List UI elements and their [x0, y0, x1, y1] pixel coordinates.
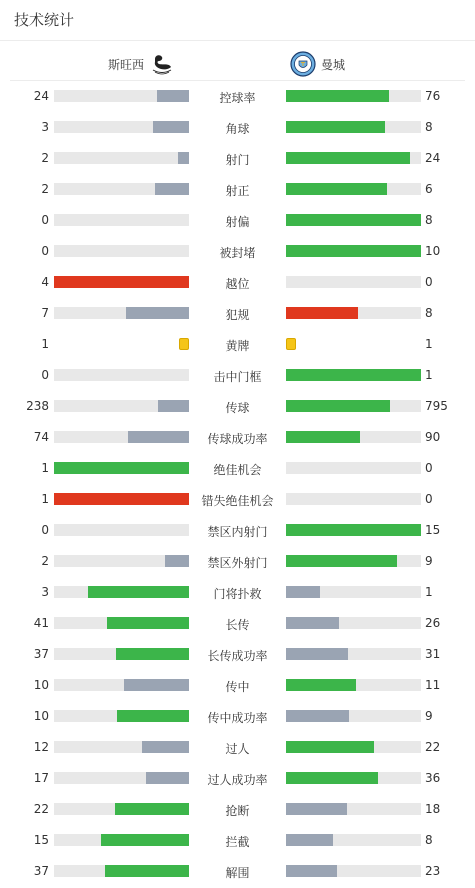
away-stat-bar [286, 152, 421, 164]
away-stat-bar [286, 183, 421, 195]
stat-row [0, 546, 475, 577]
stat-row [0, 391, 475, 422]
stat-label: 被封堵 [219, 246, 256, 260]
home-stat-bar [54, 214, 189, 226]
stat-row [0, 205, 475, 236]
away-stat-bar [286, 431, 421, 443]
stat-row [0, 360, 475, 391]
stat-row [0, 236, 475, 267]
away-stat-bar [286, 865, 421, 877]
away-stat-value: 76 [425, 89, 441, 103]
away-stat-fill [286, 679, 356, 691]
home-stat-bar [54, 431, 189, 443]
stat-row [0, 267, 475, 298]
stat-row [0, 81, 475, 112]
stat-label: 禁区内射门 [207, 525, 268, 539]
away-stat-fill [286, 307, 358, 319]
stat-label: 抢断 [225, 804, 250, 818]
away-stat-value: 0 [425, 461, 433, 475]
home-stat-fill [157, 90, 189, 102]
home-stat-value: 17 [33, 771, 49, 785]
stat-label: 绝佳机会 [213, 463, 262, 477]
away-stat-value: 90 [425, 430, 441, 444]
stat-row [0, 112, 475, 143]
stat-label: 长传 [225, 618, 250, 632]
away-stat-value: 8 [425, 833, 433, 847]
home-stat-value: 3 [41, 585, 49, 599]
home-stat-bar [54, 400, 189, 412]
stat-row [0, 577, 475, 608]
away-stat-fill [286, 648, 348, 660]
home-stat-fill [146, 772, 189, 784]
home-stat-bar [54, 493, 189, 505]
home-team-name: 斯旺西 [107, 57, 144, 72]
away-stat-value: 31 [425, 647, 441, 661]
away-team-name: 曼城 [321, 57, 346, 72]
home-stat-value: 15 [33, 833, 49, 847]
home-stat-fill [178, 152, 189, 164]
stat-label: 过人 [225, 742, 250, 756]
away-stat-bar [286, 214, 421, 226]
home-stat-bar [54, 710, 189, 722]
home-stat-fill [101, 834, 189, 846]
home-stat-value: 37 [33, 647, 49, 661]
home-stat-value: 1 [41, 492, 49, 506]
home-stat-value: 1 [41, 337, 49, 351]
stat-label: 拦截 [225, 835, 250, 849]
away-stat-fill [286, 400, 390, 412]
stat-row [0, 174, 475, 205]
stat-row [0, 670, 475, 701]
away-stat-bar [286, 90, 421, 102]
home-stat-value: 3 [41, 120, 49, 134]
away-stat-fill [286, 90, 389, 102]
away-stat-bar [286, 307, 421, 319]
home-stat-bar [54, 648, 189, 660]
home-stat-fill [88, 586, 189, 598]
home-team[interactable] [108, 51, 175, 77]
away-stat-value: 8 [425, 213, 433, 227]
away-stat-bar [286, 834, 421, 846]
away-stat-fill [286, 524, 421, 536]
away-stat-fill [286, 803, 347, 815]
stat-row [0, 639, 475, 670]
home-stat-bar [54, 803, 189, 815]
away-stat-fill [286, 772, 378, 784]
home-stat-value: 0 [41, 368, 49, 382]
home-stat-value: 74 [33, 430, 49, 444]
home-stat-bar [54, 276, 189, 288]
away-stat-fill [286, 152, 410, 164]
home-stat-bar [54, 555, 189, 567]
stat-row [0, 143, 475, 174]
away-stat-bar [286, 555, 421, 567]
away-stat-bar [286, 803, 421, 815]
away-stat-bar [286, 400, 421, 412]
home-stat-bar [54, 741, 189, 753]
away-stat-value: 18 [425, 802, 441, 816]
away-team[interactable] [290, 51, 345, 77]
away-stat-fill [286, 245, 421, 257]
away-stat-value: 24 [425, 151, 441, 165]
home-stat-fill [155, 183, 189, 195]
home-stat-value: 238 [26, 399, 49, 413]
stat-label: 射门 [225, 153, 250, 167]
away-stat-bar [286, 121, 421, 133]
stat-row [0, 484, 475, 515]
home-stat-value: 4 [41, 275, 49, 289]
home-stat-fill [124, 679, 189, 691]
away-stat-value: 0 [425, 492, 433, 506]
stat-label: 射正 [225, 184, 250, 198]
stat-row [0, 701, 475, 732]
home-stat-fill [128, 431, 189, 443]
home-stat-bar [54, 865, 189, 877]
stat-row [0, 794, 475, 825]
stat-label: 长传成功率 [207, 649, 268, 663]
away-stat-bar [286, 741, 421, 753]
home-stat-value: 24 [33, 89, 49, 103]
away-stat-fill [286, 586, 320, 598]
stat-label: 错失绝佳机会 [201, 494, 274, 508]
away-stat-value: 22 [425, 740, 441, 754]
home-stat-bar [54, 586, 189, 598]
manchester-city-crest-icon [290, 51, 316, 77]
home-stat-value: 22 [33, 802, 49, 816]
away-stat-fill [286, 121, 385, 133]
away-stat-fill [286, 431, 360, 443]
home-stat-fill [158, 400, 189, 412]
away-stat-value: 36 [425, 771, 441, 785]
away-stat-bar [286, 679, 421, 691]
stat-row [0, 453, 475, 484]
away-stat-value: 6 [425, 182, 433, 196]
home-stat-bar [54, 307, 189, 319]
home-stat-fill [116, 648, 189, 660]
page-title: 技术统计 [14, 11, 75, 29]
home-stat-fill [165, 555, 189, 567]
away-stat-value: 795 [425, 399, 448, 413]
home-stat-value: 37 [33, 864, 49, 878]
home-stat-bar [54, 245, 189, 257]
teams-header [10, 41, 465, 81]
home-stat-fill [153, 121, 189, 133]
away-stat-value: 15 [425, 523, 441, 537]
home-stat-bar [54, 772, 189, 784]
away-stat-fill [286, 865, 337, 877]
stat-label: 门将扑救 [213, 587, 262, 601]
away-stat-bar [286, 586, 421, 598]
away-stat-bar [286, 493, 421, 505]
stat-row [0, 298, 475, 329]
away-stat-fill [286, 617, 339, 629]
away-stat-bar [286, 369, 421, 381]
away-stat-bar [286, 245, 421, 257]
yellow-card-icon [179, 338, 189, 350]
home-stat-fill [142, 741, 189, 753]
home-stat-fill [115, 803, 189, 815]
home-stat-value: 7 [41, 306, 49, 320]
home-stat-fill [126, 307, 189, 319]
away-stat-bar [286, 462, 421, 474]
stat-row [0, 732, 475, 763]
home-stat-value: 0 [41, 523, 49, 537]
stat-row [0, 856, 475, 887]
away-stat-value: 1 [425, 337, 433, 351]
home-stat-fill [54, 493, 189, 505]
away-stat-value: 9 [425, 554, 433, 568]
home-stat-bar [54, 462, 189, 474]
away-stat-fill [286, 710, 349, 722]
away-stat-fill [286, 369, 421, 381]
away-stat-value: 8 [425, 306, 433, 320]
stat-row [0, 608, 475, 639]
home-stat-fill [117, 710, 189, 722]
away-stat-value: 23 [425, 864, 441, 878]
home-stat-bar [54, 183, 189, 195]
stat-label: 犯规 [225, 308, 250, 322]
home-stat-value: 12 [33, 740, 49, 754]
away-stat-bar [286, 710, 421, 722]
away-stat-value: 10 [425, 244, 441, 258]
away-stat-bar [286, 276, 421, 288]
home-stat-value: 10 [33, 678, 49, 692]
home-stat-bar [54, 617, 189, 629]
home-stat-bar [54, 152, 189, 164]
home-stat-value: 1 [41, 461, 49, 475]
away-stat-value: 1 [425, 585, 433, 599]
away-stat-fill [286, 834, 333, 846]
home-stat-bar [54, 679, 189, 691]
home-stat-bar [54, 369, 189, 381]
yellow-card-icon [286, 338, 296, 350]
home-stat-value: 2 [41, 182, 49, 196]
away-stat-value: 8 [425, 120, 433, 134]
home-stat-fill [54, 276, 189, 288]
away-stat-bar [286, 648, 421, 660]
home-stat-fill [105, 865, 189, 877]
home-stat-value: 0 [41, 244, 49, 258]
away-stat-value: 11 [425, 678, 441, 692]
home-stat-bar [54, 834, 189, 846]
stat-label: 过人成功率 [207, 773, 268, 787]
stat-label: 击中门框 [213, 370, 262, 384]
away-stat-fill [286, 183, 387, 195]
home-stat-value: 10 [33, 709, 49, 723]
away-stat-value: 9 [425, 709, 433, 723]
stat-label: 传球 [225, 401, 250, 415]
home-stat-value: 2 [41, 151, 49, 165]
away-stat-fill [286, 214, 421, 226]
stat-label: 传中成功率 [207, 711, 268, 725]
home-stat-value: 0 [41, 213, 49, 227]
stat-label: 解围 [225, 866, 250, 880]
home-stat-fill [107, 617, 189, 629]
away-stat-fill [286, 741, 374, 753]
stat-row [0, 422, 475, 453]
stat-row [0, 763, 475, 794]
stat-label: 角球 [225, 122, 250, 136]
away-stat-value: 1 [425, 368, 433, 382]
away-stat-value: 26 [425, 616, 441, 630]
stat-label: 黄牌 [225, 339, 250, 353]
stat-label: 射偏 [225, 215, 250, 229]
home-stat-value: 2 [41, 554, 49, 568]
home-stat-value: 41 [33, 616, 49, 630]
stat-row [0, 825, 475, 856]
away-stat-bar [286, 524, 421, 536]
away-stat-bar [286, 772, 421, 784]
home-stat-bar [54, 90, 189, 102]
away-stat-value: 0 [425, 275, 433, 289]
home-stat-fill [54, 462, 189, 474]
stat-label: 越位 [225, 277, 250, 291]
home-stat-bar [54, 121, 189, 133]
stat-label: 传中 [225, 680, 250, 694]
stat-label: 控球率 [219, 91, 256, 105]
home-stat-bar [54, 524, 189, 536]
swan-crest-icon [149, 51, 175, 77]
stat-row [0, 515, 475, 546]
away-stat-fill [286, 555, 397, 567]
stat-label: 禁区外射门 [207, 556, 268, 570]
away-stat-bar [286, 617, 421, 629]
stat-label: 传球成功率 [207, 432, 268, 446]
stat-row [0, 329, 475, 360]
